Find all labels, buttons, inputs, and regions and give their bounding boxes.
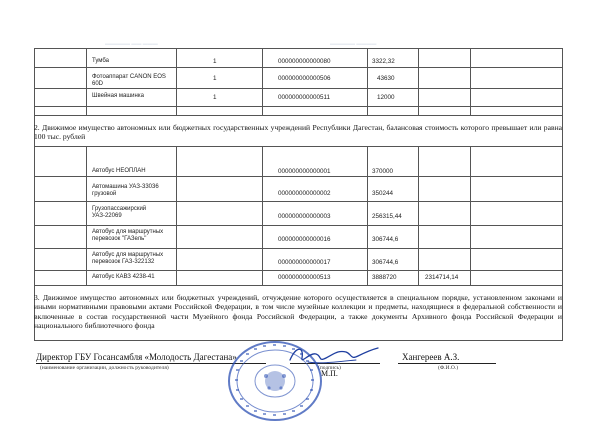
handwritten-signature xyxy=(286,342,382,368)
balance-cost: 370000 xyxy=(372,168,394,175)
item-name: Автобус КАВЗ 4238-41 xyxy=(92,274,155,280)
item-quantity: 1 xyxy=(213,58,217,65)
director-position: Директор ГБУ Госансамбля «Молодость Дагестана» xyxy=(36,352,237,362)
bleed-through-text: ▬▬▬▬▬ ▬▬ ▬▬▬ xyxy=(105,41,158,47)
inventory-number: 000000000000080 xyxy=(278,58,331,65)
balance-cost: 43630 xyxy=(377,75,395,82)
section-2-heading: 2. Движимое имущество автономных или бюджетных государственных учреждений Республики Дагестан, балансовая стоимость которого превышает или равна 100 тыс. рублей xyxy=(34,123,562,142)
inventory-number: 000000000000003 xyxy=(278,213,331,220)
balance-cost: 306744,6 xyxy=(372,259,399,266)
balance-cost: 3888720 xyxy=(372,274,397,281)
balance-cost: 306744,6 xyxy=(372,236,399,243)
item-name: Тумба xyxy=(92,58,109,64)
bleed-through-text: ▬▬▬▬▬ ▬▬▬▬ xyxy=(330,41,377,47)
item-name: Автобус НЕОПЛАН xyxy=(92,168,146,174)
inventory-number: 000000000000001 xyxy=(278,168,331,175)
name-caption: (Ф.И.О.) xyxy=(438,365,459,371)
item-quantity: 1 xyxy=(213,94,217,101)
balance-cost: 256315,44 xyxy=(372,213,402,220)
item-name: Автобус для маршрутных перевозок ГАЗ-322132 xyxy=(92,252,164,265)
section-3-text: 3. Движимое имущество автономных или бюджетных учреждений, отчуждение которого осуществляется в специальном порядке, установленном законами и иными нормативными правовыми актами Российской Федерации, в том числе музейные коллекции и предметы, находящиеся в федеральной собственности и включенные в состав государственной части Музейного фонда Российской Федерации, а также документы Архивного фонда Российской Федерации и национального библиотечного фонда xyxy=(34,293,562,331)
inventory-number: 000000000000002 xyxy=(278,190,331,197)
item-name: Автомашина УАЗ-33036 грузовой xyxy=(92,184,159,197)
item-name: Автобус для маршрутных перевозок "ГАЗель" xyxy=(92,229,164,242)
item-name: Швейная машинка xyxy=(92,93,144,99)
balance-cost: 3322,32 xyxy=(372,58,395,65)
director-name: Хангереев А.З. xyxy=(402,352,460,362)
residual-cost: 2314714,14 xyxy=(425,274,459,281)
item-name: Грузопассажирский УАЗ-22069 xyxy=(92,206,147,219)
inventory-number: 000000000000513 xyxy=(278,274,331,281)
inventory-number: 000000000000017 xyxy=(278,259,331,266)
position-caption: (наименование организации, должность руководителя) xyxy=(40,365,169,371)
inventory-number: 000000000000506 xyxy=(278,75,331,82)
signature-caption: (подпись) xyxy=(318,365,341,371)
balance-cost: 350244 xyxy=(372,190,394,197)
seal-place-label: М.П. xyxy=(321,369,338,378)
balance-cost: 12000 xyxy=(377,94,395,101)
item-quantity: 1 xyxy=(213,75,217,82)
item-name: Фотоаппарат CANON EOS 60D xyxy=(92,74,166,87)
inventory-number: 000000000000016 xyxy=(278,236,331,243)
inventory-number: 000000000000511 xyxy=(278,94,331,101)
